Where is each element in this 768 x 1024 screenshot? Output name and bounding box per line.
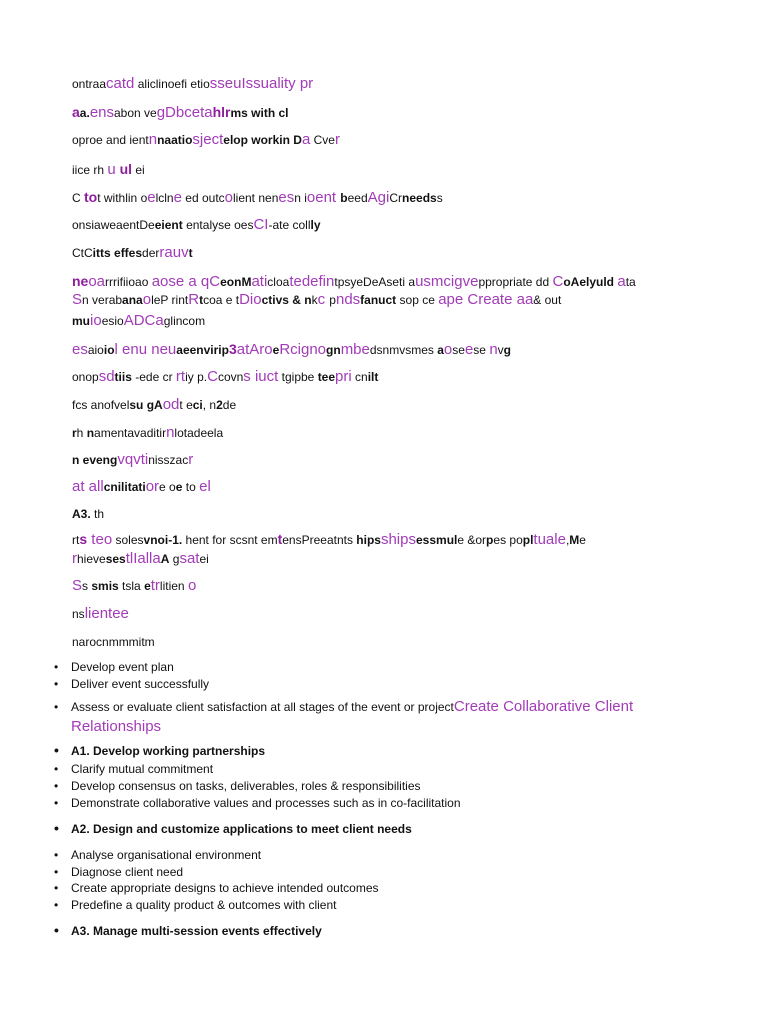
document-page: ontraacatd aliclinoefi etiosseuIssuality pr aa.ensabon vegDbcetahlrms with cl oproe and ientnnaatiosjectelop workin Da Cver iice rh u ul ei C tot withlin oelclne ed outcolient nenesn ioent beedAgiCrneedss onsiaweaentDeeient entalyse oesCI-ate collly CtCitts effesderrauvt neoarrrifiioao aose a qCeonMaticloatedefintpsyeDeAseti ausmcigveppropriate dd CoAelyuld ata Sn verabanaoleP rintRtcoa e tDioctivs & nkc pndsfanuct sop ce ape Create aa& out muioesioADCaglincom esaioiol enu neuaeenvirip3atAroeRcignognmbedsnmvsmes aoseese nvg onopsdtiis -ede cr rtiy p.Ccovns iuct tgipbe teepri cnilt fcs anofvelsu gAodt eci, n2de rh namentavaditirnlotadeela n evengvqvtinisszacr at allcnilitatiore oe to el A3. th rts teo solesvnoi-1. hent for scsnt emtensPreeatnts hipsshipsessmule &orpes popltuale,Me rhievesestlIallaA gsatei Ss smis tsla etrlitien o nslientee narocnmmmitm • Develop event plan • Deliver event successfully • Assess or evaluate client satisfaction at all stages of the event or projectCreate Collaborative Client Relationships • A1. Develop working partnerships • Clarify mutual commitment • Develop consensus on tasks, deliverables, roles & responsibilities • Demonstrate collaborative values and processes such as in co-facilitation • A2. Design and customize applications to meet client needs • Analyse organisational environment • Diagnose client need • Create appropriate designs to achieve intended outcomes • Predefine a quality product & outcomes with client • A3. Manage multi-session events effectively (0, 0, 768, 1024)
text-segment: ppropriate dd (478, 275, 553, 289)
text-segment: catd (106, 76, 135, 92)
text-segment: e (144, 579, 151, 593)
text-segment: C (72, 191, 84, 205)
text-segment: onop (72, 370, 99, 384)
text-segment: liclinoefi etio (144, 77, 210, 91)
text-segment: ana (122, 293, 143, 307)
text-segment: su (129, 398, 147, 412)
text-segment: pri (335, 369, 352, 385)
text-segment: ape Create aa (438, 292, 534, 308)
text-segment: ensPreeatnts (282, 533, 357, 547)
text-segment: rau (159, 245, 182, 261)
garbled-line (72, 245, 712, 261)
text-segment: o (224, 189, 233, 206)
text-segment: nuct (370, 293, 400, 307)
text-segment: soles (112, 533, 144, 547)
text-segment: S (72, 292, 83, 308)
text-segment: g (503, 343, 511, 357)
text-segment: e (173, 189, 182, 206)
text-segment: lcln (155, 191, 174, 205)
garbled-line (72, 369, 712, 385)
text-segment: sd (98, 369, 115, 385)
text-segment: C (209, 273, 221, 290)
text-segment: ne (72, 273, 89, 289)
text-segment: cnilitati (103, 480, 146, 494)
text-segment: r (188, 452, 194, 468)
garbled-line (72, 578, 712, 594)
text-segment: mu (72, 314, 90, 328)
text-segment: aose a q (151, 273, 210, 290)
text-segment: entalyse oes (182, 218, 254, 232)
text-segment: hent for scsnt em (182, 533, 278, 547)
garbled-line (72, 161, 712, 178)
text-segment: C (552, 273, 564, 290)
text-segment: M (569, 533, 580, 547)
garbled-line (72, 479, 712, 495)
text-segment: sseuIssuality pr (209, 76, 314, 92)
text-segment: a (72, 104, 80, 120)
text-segment: ed outc (181, 191, 225, 205)
text-segment: r (72, 551, 77, 567)
text-segment: Dio (239, 292, 262, 308)
text-segment: iice rh (72, 163, 108, 177)
text-segment: e (464, 341, 474, 358)
garbled-line (72, 506, 712, 522)
text-segment: to (84, 189, 98, 205)
text-segment: coa e t (203, 293, 240, 307)
text-segment: ent (315, 189, 341, 206)
text-segment: usmcigve (415, 273, 479, 290)
text-segment: narocnmmmitm (72, 635, 155, 649)
text-segment: v (497, 343, 504, 357)
text-segment: itts (92, 246, 115, 260)
text-segment: onsiaweaentDe (72, 218, 155, 232)
text-segment: t (277, 531, 283, 547)
text-segment: teo (87, 531, 113, 548)
text-segment: gn (326, 343, 341, 357)
text-segment: Rcigno (279, 341, 327, 358)
text-segment: vnoi-1. (143, 533, 183, 547)
text-segment: ei (199, 552, 209, 566)
text-segment: a (134, 77, 145, 91)
text-segment: fcs anofvel (72, 398, 130, 412)
text-segment: tiis (114, 370, 132, 384)
text-segment: o (306, 189, 316, 206)
text-segment: eonM (220, 275, 252, 289)
text-segment: rrrifiioao (105, 275, 152, 289)
text-segment: t withlin o (97, 191, 148, 205)
text-segment: tsla (118, 579, 145, 593)
garbled-line (72, 104, 712, 121)
text-segment: ships (380, 531, 416, 548)
text-segment: tuale (533, 531, 566, 548)
text-segment: C (144, 313, 156, 329)
text-segment: o (443, 341, 453, 358)
text-segment: smis (91, 579, 119, 593)
text-segment: e (272, 343, 280, 357)
text-segment: ns (72, 607, 85, 621)
garbled-line (72, 452, 712, 468)
text-segment: s (436, 191, 443, 205)
text-segment: es (278, 189, 295, 206)
text-segment: ctivs & n (261, 293, 312, 307)
text-segment: litien (159, 579, 188, 593)
text-segment: dsnmvsmes (369, 343, 438, 357)
text-segment: ens (89, 104, 114, 121)
text-segment: leP rint (151, 293, 189, 307)
text-segment: tee (317, 370, 336, 384)
text-segment: de (222, 398, 237, 412)
text-segment: naatio (157, 133, 193, 147)
text-segment: aio (87, 343, 104, 357)
text-segment: tpsyeDeAseti a (334, 275, 416, 289)
text-segment: io (90, 313, 102, 329)
text-segment: b (340, 191, 348, 205)
text-segment: ta (625, 275, 636, 289)
garbled-line (72, 341, 712, 358)
text-segment: amentavaditir (94, 426, 167, 440)
text-segment: abon ve (114, 106, 157, 120)
text-segment: rt (175, 369, 186, 385)
text-segment: pl (522, 533, 534, 547)
text-segment: R (188, 292, 200, 308)
garbled-line (72, 76, 712, 92)
text-segment: a. (79, 106, 90, 120)
text-segment: el (199, 479, 211, 495)
text-segment: iy p. (185, 370, 208, 384)
text-segment: , n (202, 398, 217, 412)
text-segment: effes (114, 246, 143, 260)
text-segment: t (199, 293, 204, 307)
text-segment: n eveng (72, 453, 118, 467)
text-segment: S (72, 578, 83, 594)
text-segment: rt (72, 533, 80, 547)
text-segment: e (147, 189, 156, 206)
text-segment: a (155, 313, 164, 329)
text-segment: e o (159, 480, 176, 494)
garbled-line (72, 313, 712, 329)
garbled-line (72, 606, 712, 622)
text-segment: a (617, 273, 626, 290)
garbled-line (72, 217, 712, 233)
text-segment: gA (146, 398, 163, 412)
text-segment: io (103, 343, 115, 357)
text-segment: ly (310, 218, 321, 232)
text-segment: esio (101, 314, 124, 328)
text-segment: a (301, 132, 311, 148)
garbled-line (72, 634, 712, 650)
garbled-line (72, 292, 712, 308)
text-segment: cloa (267, 275, 290, 289)
text-segment: n i (294, 191, 307, 205)
text-segment: p (329, 293, 336, 307)
text-segment: cn (351, 370, 368, 384)
garbled-line (72, 132, 712, 148)
text-segment: Cr (389, 191, 403, 205)
text-segment: or (145, 479, 160, 495)
text-segment: v (181, 245, 189, 261)
text-segment: l enu neu (114, 341, 177, 358)
text-segment: eient (154, 218, 183, 232)
heading-purple: Create Collaborative Client Relationships (71, 698, 634, 735)
text-segment: aeenvirip (176, 343, 229, 357)
text-segment: nds (335, 292, 361, 308)
text-segment: e (579, 533, 586, 547)
garbled-line (72, 531, 712, 548)
text-segment: n verab (82, 293, 123, 307)
text-segment: n (489, 341, 498, 358)
text-segment: tlIalla (125, 551, 161, 567)
text-segment: h (76, 426, 87, 440)
text-segment: -ede cr (131, 370, 176, 384)
garbled-line (72, 551, 712, 567)
text-segment: to (182, 480, 200, 494)
text-segment: a (437, 343, 444, 357)
text-segment: ilt (367, 370, 379, 384)
text-segment: needs (402, 191, 437, 205)
text-segment: elop workin D (223, 133, 302, 147)
text-segment: s (82, 579, 92, 593)
text-segment: fa (360, 293, 371, 307)
text-segment: & out (533, 293, 562, 307)
text-segment: eed (347, 191, 368, 205)
text-segment: C (207, 369, 218, 385)
text-segment: th (90, 507, 105, 521)
text-segment: mbe (340, 341, 370, 358)
text-segment: der (142, 246, 160, 260)
text-segment: -ate coll (268, 218, 311, 232)
text-segment: sat (179, 551, 200, 567)
text-segment: oAelyuld (563, 275, 618, 289)
text-segment: tgipbe (278, 370, 318, 384)
text-segment: o (187, 578, 197, 594)
text-segment: hieve (77, 552, 106, 566)
garbled-line (72, 189, 712, 206)
garbled-line (72, 425, 712, 441)
text-segment: tedefin (289, 273, 335, 290)
text-segment: ses (105, 552, 126, 566)
text-segment: ati (251, 273, 268, 290)
text-segment: A3. (72, 507, 91, 521)
text-segment: bceta (175, 104, 213, 121)
text-segment: ms with cl (230, 106, 289, 120)
garbled-line (72, 397, 712, 413)
text-segment: o (142, 292, 152, 308)
text-segment: es po (493, 533, 523, 547)
text-segment: gD (156, 104, 176, 121)
text-segment: oa (88, 273, 106, 290)
text-segment: lotadeela (174, 426, 224, 440)
text-segment: A (160, 552, 170, 566)
text-segment: e (175, 480, 183, 494)
text-segment: s (79, 531, 88, 547)
text-segment: Cve (310, 133, 335, 147)
text-segment: u (107, 161, 116, 178)
text-segment: g (169, 552, 180, 566)
text-segment: glincom (163, 314, 206, 328)
text-segment: se (452, 343, 465, 357)
text-segment: n (166, 425, 175, 441)
text-segment: Agi (367, 189, 390, 206)
text-segment: CtC (72, 246, 93, 260)
text-segment: n (148, 132, 158, 148)
garbled-line (72, 273, 712, 290)
text-segment: hips (356, 533, 381, 547)
text-segment: 3 (228, 341, 237, 357)
text-segment: c (317, 292, 330, 308)
text-segment: r (72, 426, 77, 440)
text-segment: CI (253, 217, 269, 233)
text-segment: covn (217, 370, 244, 384)
text-segment: sject (192, 132, 224, 148)
text-segment: 2 (216, 398, 223, 412)
text-segment: AD (123, 313, 145, 329)
text-segment: od (162, 397, 180, 413)
text-segment: ei (132, 163, 145, 177)
text-segment: t (188, 246, 193, 260)
text-segment: r (334, 132, 340, 148)
text-segment: atAro (236, 341, 273, 358)
text-segment: lient nen (233, 191, 279, 205)
text-segment: lientee (84, 606, 129, 622)
text-segment: nisszac (148, 453, 189, 467)
text-segment: k (311, 293, 318, 307)
text-segment: essmul (416, 533, 458, 547)
text-segment: , (565, 533, 570, 547)
text-segment: es (72, 341, 88, 358)
text-segment: s iuct (243, 369, 279, 385)
text-segment: ci (192, 398, 203, 412)
text-segment: ul (115, 161, 133, 177)
text-segment: ontraa (72, 77, 107, 91)
text-segment: vqvti (117, 452, 149, 468)
text-segment: se (473, 343, 490, 357)
text-segment: e &or (457, 533, 487, 547)
text-segment: oproe and ient (72, 133, 149, 147)
text-segment: n (86, 426, 95, 440)
text-segment: p (486, 533, 494, 547)
text-segment: t e (179, 398, 193, 412)
text-segment: at all (72, 479, 104, 495)
text-segment: sop ce (399, 293, 439, 307)
text-segment: tr (150, 578, 160, 594)
text-segment: hlr (212, 104, 231, 120)
